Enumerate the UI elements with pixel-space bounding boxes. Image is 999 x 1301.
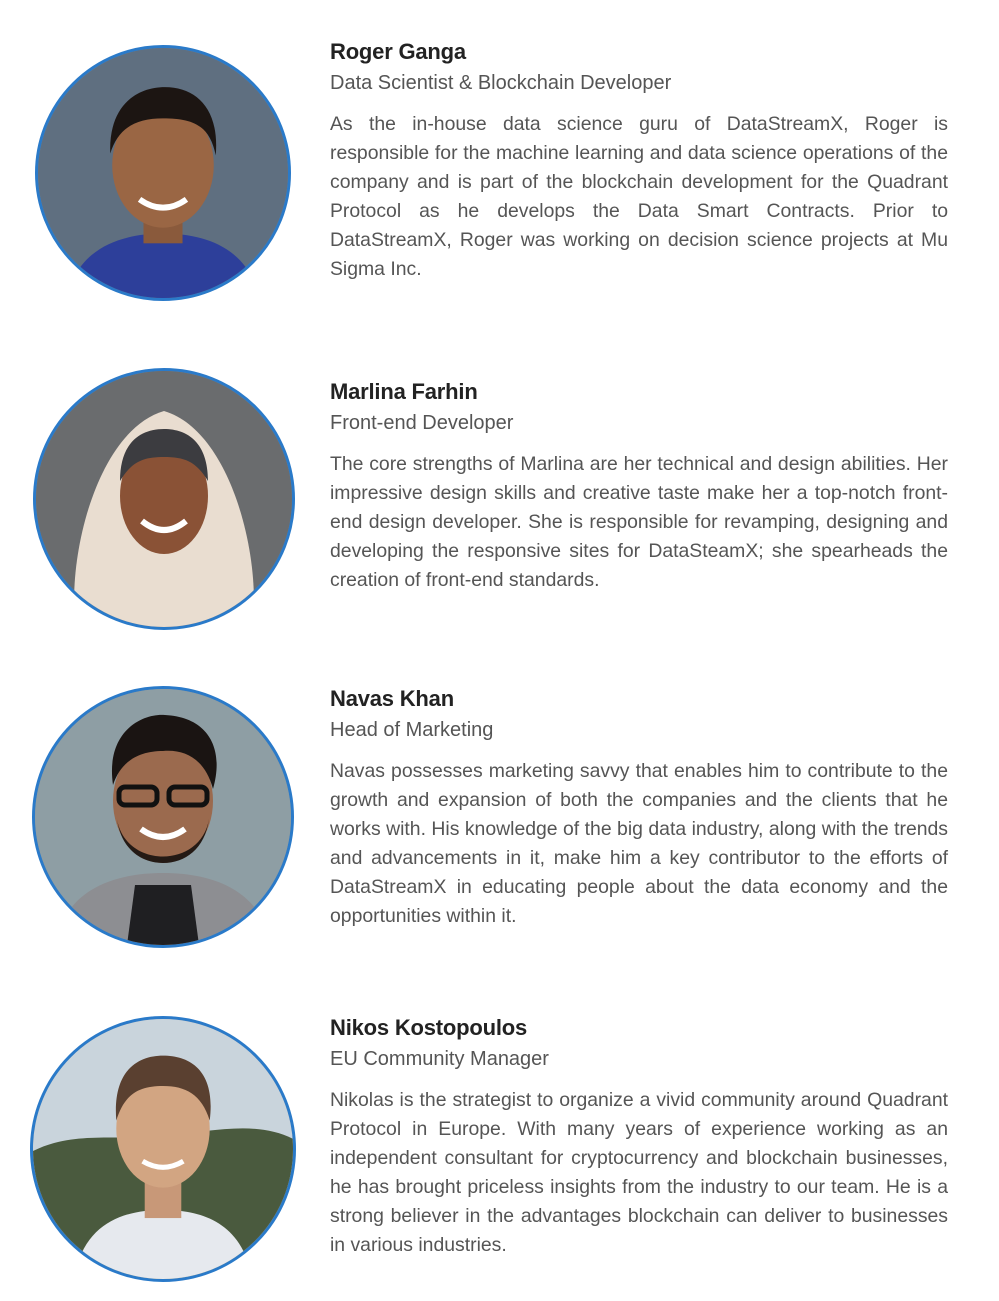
member-name: Nikos Kostopoulos <box>330 1015 528 1040</box>
member-name: Navas Khan <box>330 686 454 711</box>
member-bio: The core strengths of Marlina are her technical and design abilities. Her impressive design skills and creative taste make her a top-notch front-end design developer. She is responsible for revamping, designing and developing the responsive sites for DataSteamX; she spearheads the creation of front-end standards. <box>330 453 948 591</box>
member-role: Front-end Developer <box>330 412 514 434</box>
portrait-icon <box>33 1019 293 1279</box>
roger-ganga-photo <box>35 45 291 301</box>
marlina-farhin-photo <box>33 368 295 630</box>
portrait-icon <box>36 371 292 627</box>
member-role: Head of Marketing <box>330 719 494 741</box>
member-role: Data Scientist & Blockchain Developer <box>330 72 672 94</box>
member-bio: As the in-house data science guru of DataStreamX, Roger is responsible for the machine learning and data science operations of the company and is part of the blockchain development for the Quadrant Protocol as he develops the Data Smart Contracts. Prior to DataStreamX, Roger was working on decision science projects at Mu Sigma Inc. <box>330 113 948 280</box>
portrait-icon <box>35 689 291 945</box>
portrait-icon <box>38 48 288 298</box>
member-bio: Nikolas is the strategist to organize a vivid community around Quadrant Protocol in Europe. With many years of experience working as an independent consultant for cryptocurrency and blockchain businesses, he has brought priceless insights from the industry to our team. He is a strong believer in the advantages blockchain can deliver to businesses in various industries. <box>330 1089 948 1256</box>
member-role: EU Community Manager <box>330 1048 549 1070</box>
member-name: Marlina Farhin <box>330 379 478 404</box>
member-name: Roger Ganga <box>330 39 466 64</box>
member-bio: Navas possesses marketing savvy that enables him to contribute to the growth and expansion of both the companies and the clients that he works with. His knowledge of the big data industry, along with the trends and advancements in it, make him a key contributor to the efforts of DataStreamX in educating people about the data economy and the opportunities within it. <box>330 760 948 927</box>
navas-khan-photo <box>32 686 294 948</box>
nikos-kostopoulos-photo <box>30 1016 296 1282</box>
